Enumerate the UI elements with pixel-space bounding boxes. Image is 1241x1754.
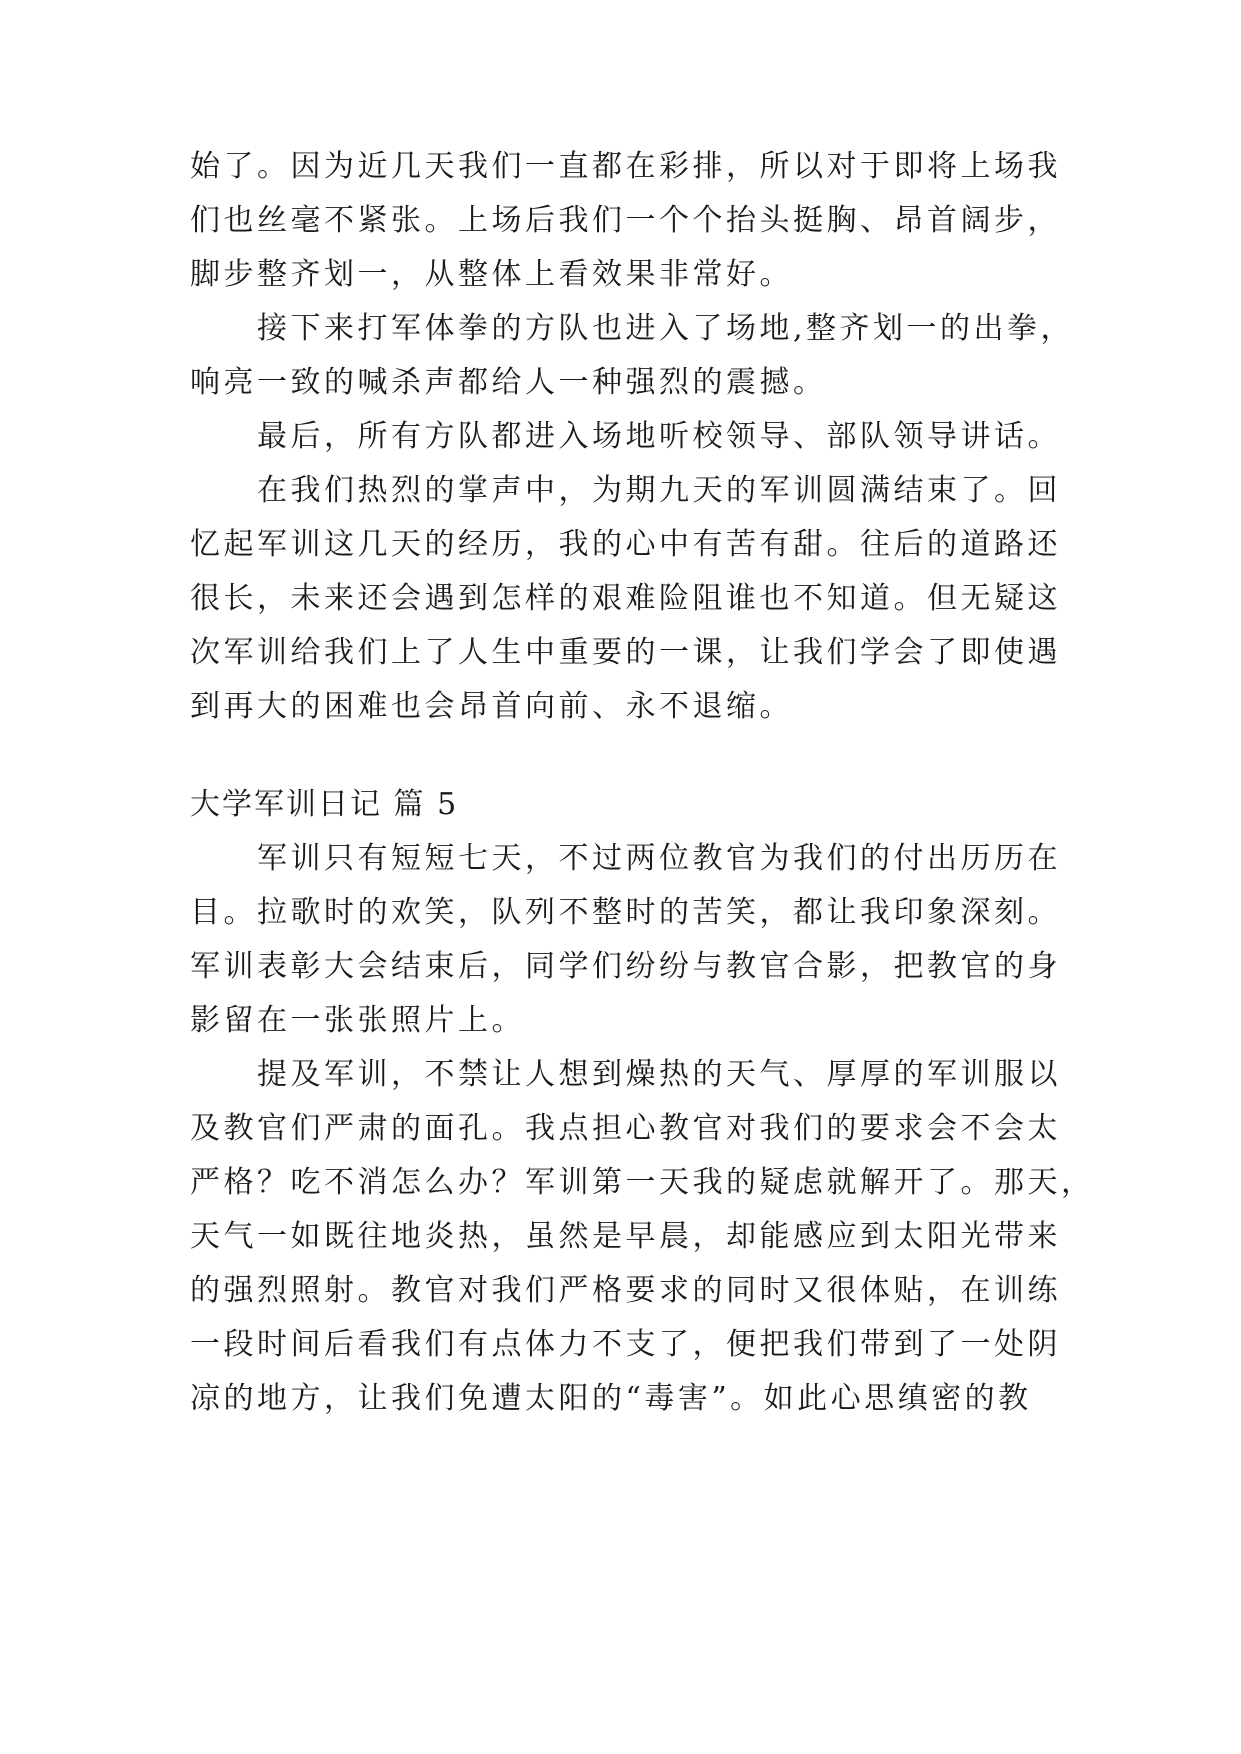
paragraph-line: 凉的地方，让我们免遭太阳的“毒害”。如此心思缜密的教	[190, 1381, 1032, 1416]
paragraph-line: 到再大的困难也会昂首向前、永不退缩。	[190, 689, 793, 724]
paragraph-line: 的强烈照射。教官对我们严格要求的同时又很体贴，在训练	[190, 1273, 1061, 1308]
paragraph-line: 们也丝毫不紧张。上场后我们一个个抬头挺胸、昂首阔步，	[190, 203, 1061, 238]
paragraph-line: 及教官们严肃的面孔。我点担心教官对我们的要求会不会太	[190, 1111, 1061, 1146]
paragraph-line: 提及军训，不禁让人想到燥热的天气、厚厚的军训服以	[257, 1057, 1061, 1092]
paragraph-line: 始了。因为近几天我们一直都在彩排，所以对于即将上场我	[190, 149, 1061, 184]
paragraph-line: 军训只有短短七天，不过两位教官为我们的付出历历在	[257, 841, 1061, 876]
paragraph-line: 在我们热烈的掌声中，为期九天的军训圆满结束了。回	[257, 473, 1061, 508]
paragraph-line: 响亮一致的喊杀声都给人一种强烈的震撼。	[190, 365, 827, 400]
paragraph-line: 一段时间后看我们有点体力不支了，便把我们带到了一处阴	[190, 1327, 1061, 1362]
paragraph-line: 脚步整齐划一，从整体上看效果非常好。	[190, 257, 793, 292]
paragraph-line: 很长，未来还会遇到怎样的艰难险阻谁也不知道。但无疑这	[190, 581, 1061, 616]
paragraph-line: 影留在一张张照片上。	[190, 1003, 525, 1038]
paragraph-line: 最后，所有方队都进入场地听校领导、部队领导讲话。	[257, 419, 1061, 454]
paragraph-line: 严格？吃不消怎么办？军训第一天我的疑虑就解开了。那天，	[190, 1165, 1095, 1200]
paragraph-line: 军训表彰大会结束后，同学们纷纷与教官合影，把教官的身	[190, 949, 1061, 984]
section-heading: 大学军训日记 篇 5	[190, 787, 459, 822]
paragraph-line: 天气一如既往地炎热，虽然是早晨，却能感应到太阳光带来	[190, 1219, 1061, 1254]
paragraph-line: 接下来打军体拳的方队也进入了场地,整齐划一的出拳，	[257, 311, 1075, 346]
paragraph-line: 次军训给我们上了人生中重要的一课，让我们学会了即使遇	[190, 635, 1061, 670]
paragraph-line: 目。拉歌时的欢笑，队列不整时的苦笑，都让我印象深刻。	[190, 895, 1061, 930]
paragraph-line: 忆起军训这几天的经历，我的心中有苦有甜。往后的道路还	[190, 527, 1061, 562]
